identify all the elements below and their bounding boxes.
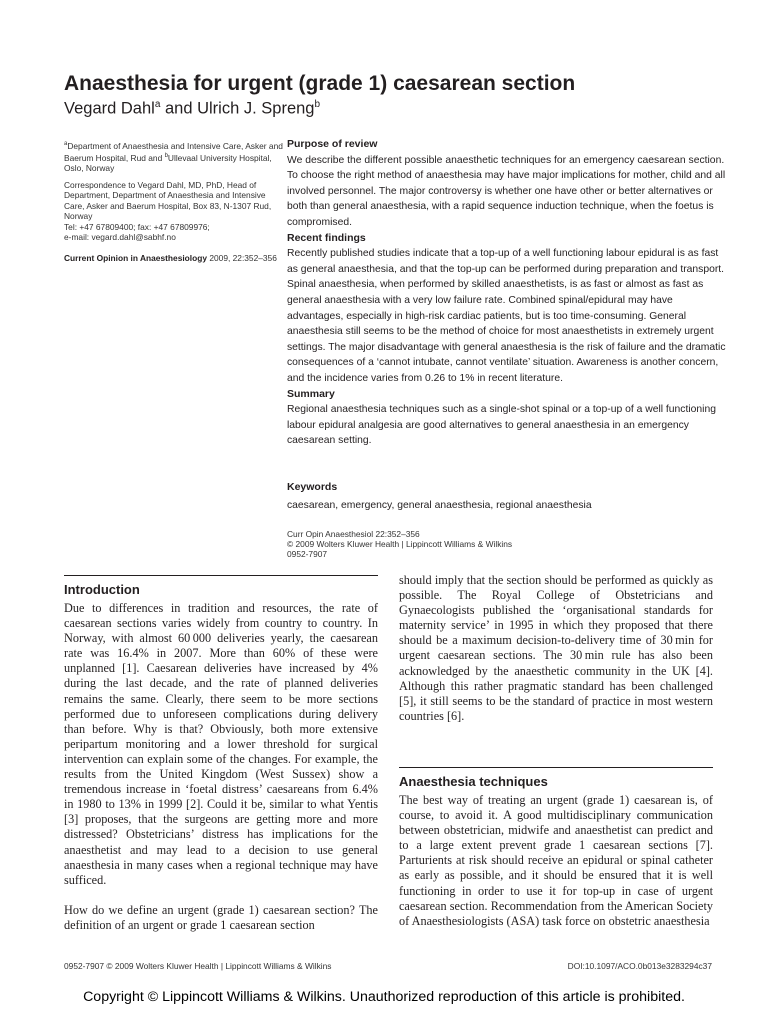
- summary-text: Regional anaesthesia techniques such as a single-shot spinal or a top-up of a well functioning labour epidural analgesia are good alternatives to general anaesthesia in an emergency caesarean setting.: [287, 404, 716, 447]
- findings-text: Recently published studies indicate that a top-up of a well functioning labour epidural is as fast as general anaesthesia, and that the top-up can be performed during preparation and transport. Spinal anaesthesia, when performed by skilled anaesthetists, is as fast or almost as fast as general anaesthesia with a very low failure rate. Combined spinal/epidural may have advantages, especially in high-risk cardiac patients, but is too time-consuming. General anaesthesia still seems to be the method of choice for most anaesthetists in extremely urgent settings. The major disadvantage with general anaesthesia is the risk of failure and the dramatic consequences of a ‘cannot intubate, cannot ventilate’ situation. Awareness is another concern, and the incidence varies from 0.26 to 1% in recent literature.: [287, 248, 726, 384]
- introduction-body: [64, 601, 378, 933]
- affiliation: [64, 139, 284, 174]
- keywords-heading: Keywords: [287, 481, 338, 493]
- keywords: [287, 480, 727, 513]
- citation-issn: 0952-7907: [287, 549, 328, 559]
- introduction-paragraph: should imply that the section should be performed as quickly as possible. The Royal College of Obstetricians and Gynaecologists published the ‘organisational standards for maternity service’ in 1995 in which they proposed that there should be a maximum decision-to-delivery time of 30 min for urgent caesarean sections. The 30 min rule has also been acknowledged by the anaesthetic community in the UK [4]. Although this rather pragmatic standard has been challenged [5], it still seems to be the standard of practice in most western countries [6].: [399, 573, 713, 723]
- section-rule: [64, 575, 378, 576]
- keywords-text: caesarean, emergency, general anaesthesia, regional anaesthesia: [287, 499, 592, 511]
- citation-journal: Curr Opin Anaesthesiol 22:352–356: [287, 529, 420, 539]
- author-name: Ulrich J. Spreng: [197, 99, 315, 118]
- introduction-continuation: [399, 573, 713, 724]
- section-rule: [399, 767, 713, 768]
- affiliation-text: Department of Anaesthesia and Intensive Care, Asker and Baerum Hospital, Rud and: [64, 140, 283, 163]
- introduction-heading: Introduction: [64, 582, 140, 597]
- purpose-heading: Purpose of review: [287, 138, 378, 150]
- journal-info: [64, 253, 284, 263]
- affiliation-mark: a: [64, 141, 68, 147]
- article-title: Anaesthesia for urgent (grade 1) caesarean section: [64, 72, 576, 95]
- journal-name: Current Opinion in Anaesthesiology: [64, 253, 208, 263]
- contact-email: e-mail: vegard.dahl@sabhf.no: [64, 232, 176, 243]
- citation-copyright: © 2009 Wolters Kluwer Health | Lippincott Williams & Wilkins: [287, 539, 513, 549]
- footer-doi: DOI:10.1097/ACO.0b013e3283294c37: [567, 961, 712, 971]
- affiliation-mark: b: [164, 153, 168, 160]
- correspondence-text: Correspondence to Vegard Dahl, MD, PhD, Head of Department, Department of Anaesthesia and Intensive Care, Asker and Baerum Hospital, Box 83, N-1307 Rud, Norway: [64, 180, 272, 222]
- journal-year-volume: 2009, 22:352–356: [207, 253, 277, 263]
- findings-heading: Recent findings: [287, 231, 366, 244]
- affiliation-text: Ullevaal University Hospital, Oslo, Norway: [64, 153, 272, 174]
- abstract: [287, 137, 727, 449]
- author-affiliation-mark: b: [314, 99, 321, 110]
- purpose-text: We describe the different possible anaesthetic techniques for an emergency caesarean section. To choose the right method of anaesthesia may have major implications for mother, child and all involved personnel. The major controversy is whether one have other or better alternatives or both than general anaesthesia, with a rapid sequence induction technique, when the foetus is compromised.: [287, 154, 726, 228]
- footer-left: 0952-7907 © 2009 Wolters Kluwer Health | Lippincott Williams & Wilkins: [64, 961, 332, 971]
- author-affiliation-mark: a: [154, 99, 161, 110]
- citation-block: [287, 529, 687, 559]
- techniques-paragraph: The best way of treating an urgent (grade 1) caesarean is, of course, to avoid it. A good multidisciplinary communication between obstetrician, midwife and anaesthetist can predict and to a large extent prevent grade 1 caesarean sections [7]. Parturients at risk should receive an epidural or spinal catheter as early as possible, and it should be ensured that it is well functioning in order to use it for top-up in case of urgent caesarean section. Recommendation from the American Society of Anaesthesiologists (ASA) task force on obstetric anaesthesia: [399, 793, 713, 928]
- author-connector: and: [160, 99, 198, 118]
- correspondence: [64, 180, 284, 242]
- copyright-notice: Copyright © Lippincott Williams & Wilkins. Unauthorized reproduction of this article is prohibited.: [83, 989, 685, 1005]
- introduction-paragraph: Due to differences in tradition and resources, the rate of caesarean sections varies widely from country to country. In Norway, with almost 60 000 deliveries yearly, the caesarean rate was 16.4% in 2007. More than 60% of these were unplanned [1]. Caesarean deliveries have increased by 4% during the last decade, and the rate of planned deliveries remains the same. Clearly, there seem to be more sections performed due to unforeseen complications during delivery than before. Why is that? Obviously, both more extensive peripartum monitoring and a lower threshold for surgical intervention can explain some of the changes. For example, the results from the United Kingdom (West Sussex) show a tremendous increase in ‘foetal distress’ caesareans from 6.4% in 1980 to 13% in 1999 [2]. Could it be, similar to what Yentis [3] proposes, that the surgeons are getting more and more distressed? Obstetricians’ distress has implications for the anaesthetist and may lead to a decision to use general anaesthesia in many cases when a regional technique may have sufficed.: [64, 601, 378, 887]
- contact-phone: Tel: +47 67809400; fax: +47 67809976;: [64, 221, 210, 232]
- author-line: [64, 95, 320, 119]
- techniques-heading: Anaesthesia techniques: [399, 774, 548, 789]
- introduction-paragraph: How do we define an urgent (grade 1) caesarean section? The definition of an urgent or grade 1 caesarean section: [64, 902, 378, 932]
- summary-heading: Summary: [287, 387, 335, 400]
- techniques-body: [399, 793, 713, 929]
- author-name: Vegard Dahl: [64, 99, 155, 118]
